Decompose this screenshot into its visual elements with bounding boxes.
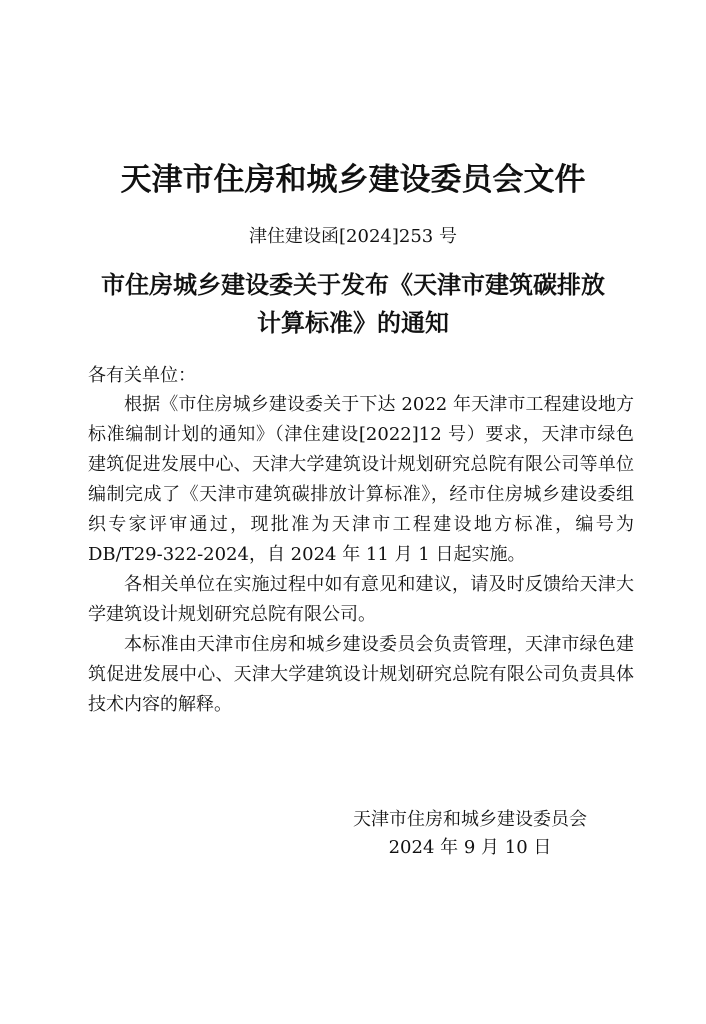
signature-date: 2024 年 9 月 10 日: [388, 837, 552, 858]
body-paragraph-1: 根据《市住房城乡建设委关于下达 2022 年天津市工程建设地方标准编制计划的通知》（津住建设[2022]12 号）要求，天津市绿色建筑促进发展中心、天津大学建筑设计规划研究总院有限公司等单位编制完成了《天津市建筑碳排放计算标准》，经市住房城乡建设委组织专家评审通过，现批准为天津市工程建设地方标准，编号为 DB/T29-322-2024，自 2024 年 11 月 1 日起实施。: [88, 394, 634, 565]
salutation: 各有关单位：: [88, 365, 196, 386]
document-number: 津住建设函[2024]253 号: [249, 226, 457, 247]
notice-title: [60, 266, 646, 342]
notice-title-line-2: 计算标准》的通知: [257, 308, 449, 337]
body-paragraph-2: 各相关单位在实施过程中如有意见和建议，请及时反馈给天津大学建筑设计规划研究总院有限公司。: [88, 574, 634, 625]
notice-title-line-1: 市住房城乡建设委关于发布《天津市建筑碳排放: [101, 270, 605, 299]
body-paragraph-3: 本标准由天津市住房和城乡建设委员会负责管理，天津市绿色建筑促进发展中心、天津大学建筑设计规划研究总院有限公司负责具体技术内容的解释。: [88, 634, 634, 715]
signature-organization: 天津市住房和城乡建设委员会: [353, 809, 587, 830]
notice-body: [88, 390, 634, 720]
document-header-title: 天津市住房和城乡建设委员会文件: [120, 162, 586, 198]
signature-block: [330, 806, 610, 862]
